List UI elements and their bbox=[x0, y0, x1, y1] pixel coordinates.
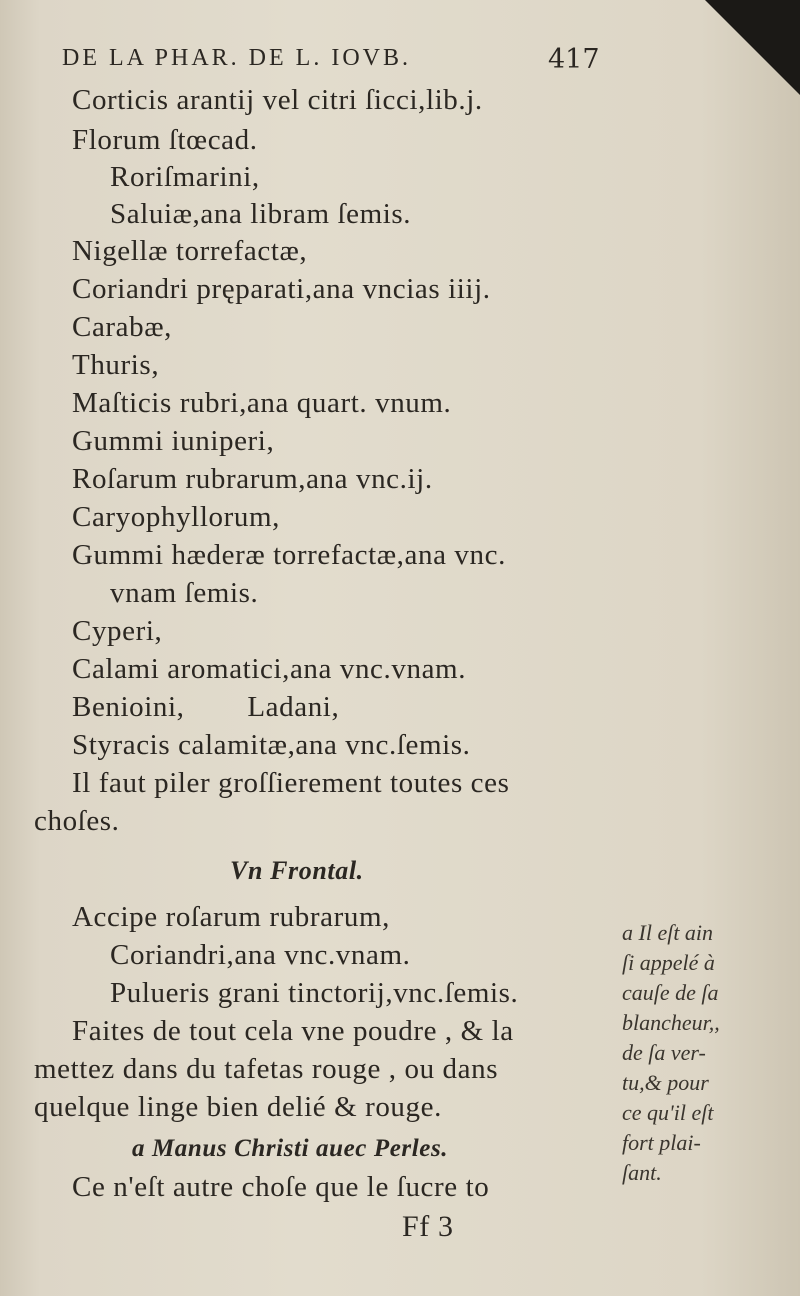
text-line: Ce n'eſt autre choſe que le ſucre to bbox=[72, 1171, 490, 1203]
text-line: Faites de tout cela vne poudre , & la bbox=[72, 1015, 514, 1047]
signature-mark: Ff 3 bbox=[402, 1210, 454, 1243]
text-line: Roſarum rubrarum,ana vnc.ij. bbox=[72, 463, 433, 495]
text-line: Nigellæ torrefactæ, bbox=[72, 235, 308, 267]
text-line: Roriſmarini, bbox=[110, 161, 260, 193]
page-number: 417 bbox=[548, 44, 600, 75]
margin-note-line: ſi appelé à bbox=[622, 950, 715, 975]
text-line: Gummi iuniperi, bbox=[72, 425, 275, 457]
text-line: Pulueris grani tinctorij,vnc.ſemis. bbox=[110, 977, 519, 1009]
text-line: Benioini, Ladani, bbox=[72, 691, 340, 723]
margin-note-line: a Il eſt ain bbox=[622, 920, 714, 945]
text-line: Carabæ, bbox=[72, 311, 173, 343]
torn-corner bbox=[705, 0, 800, 95]
margin-note-line: fort plai- bbox=[622, 1130, 701, 1155]
text-line: Caryophyllorum, bbox=[72, 501, 280, 533]
text-line: choſes. bbox=[34, 805, 120, 837]
text-line: Saluiæ,ana libram ſemis. bbox=[110, 198, 412, 230]
margin-note-line: cauſe de ſa bbox=[622, 980, 719, 1005]
text-line: Styracis calamitæ,ana vnc.ſemis. bbox=[72, 729, 471, 761]
text-line: Gummi hæderæ torrefactæ,ana vnc. bbox=[72, 539, 506, 571]
margin-note-line: ſant. bbox=[622, 1160, 662, 1185]
text-line: mettez dans du tafetas rouge , ou dans bbox=[34, 1053, 499, 1085]
text-line: Coriandri,ana vnc.vnam. bbox=[110, 939, 411, 971]
margin-note-line: tu,& pour bbox=[622, 1070, 709, 1095]
text-line: Thuris, bbox=[72, 349, 160, 381]
text-line: Accipe roſarum rubrarum, bbox=[72, 901, 390, 933]
text-line: Corticis arantij vel citri ſicci,lib.j. bbox=[72, 84, 483, 116]
margin-note-line: blancheur,, bbox=[622, 1010, 720, 1035]
text-line: Calami aromatici,ana vnc.vnam. bbox=[72, 653, 467, 685]
running-title: DE LA PHAR. DE L. IOVB. bbox=[62, 45, 411, 71]
margin-note-line: ce qu'il eſt bbox=[622, 1100, 714, 1125]
text-line: Maſticis rubri,ana quart. vnum. bbox=[72, 387, 452, 419]
text-line: Il faut piler groſſierement toutes ces bbox=[72, 767, 510, 799]
section-heading: a Manus Christi auec Perles. bbox=[132, 1135, 449, 1162]
text-line: Florum ſtœcad. bbox=[72, 124, 258, 156]
text-line: Coriandri pręparati,ana vncias iiij. bbox=[72, 273, 491, 305]
text-line: vnam ſemis. bbox=[110, 577, 259, 609]
section-heading: Vn Frontal. bbox=[230, 856, 364, 885]
text-line: Cyperi, bbox=[72, 615, 163, 647]
text-line: quelque linge bien delié & rouge. bbox=[34, 1091, 442, 1123]
margin-note-line: de ſa ver- bbox=[622, 1040, 706, 1065]
